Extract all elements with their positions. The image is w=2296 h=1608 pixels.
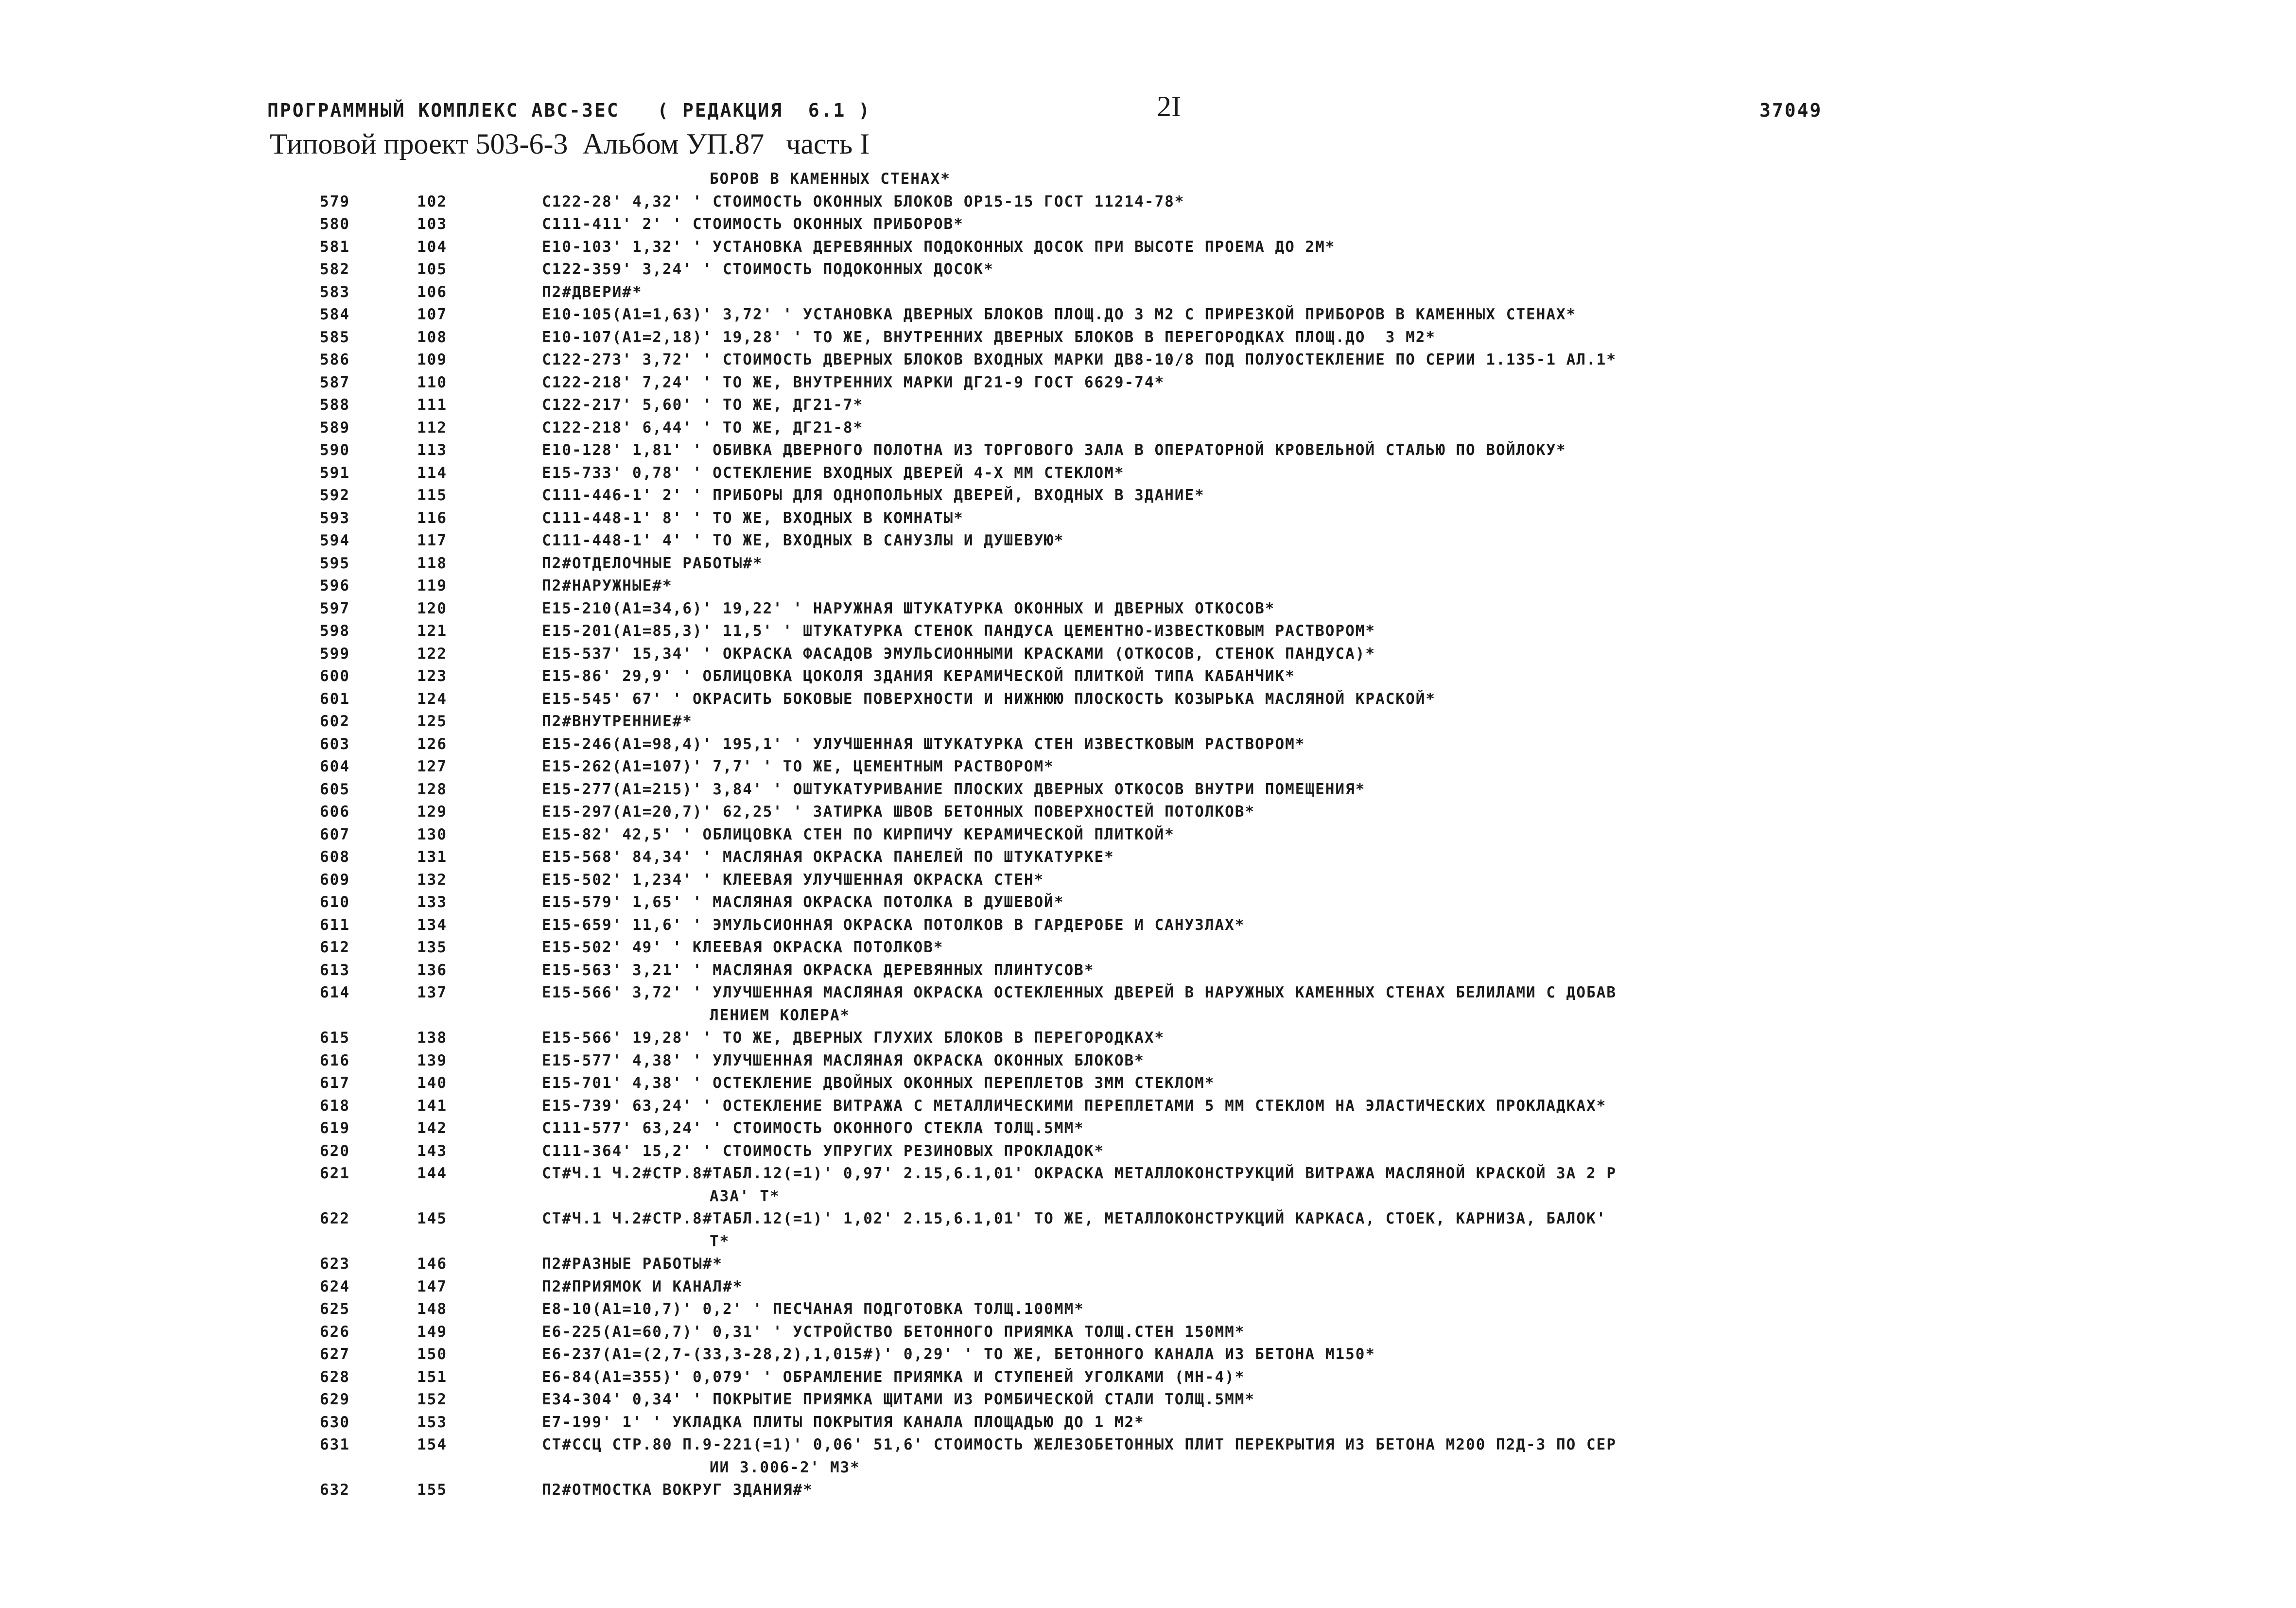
- listing-row: [0, 1253, 2296, 1276]
- item-number: 143: [417, 1142, 447, 1160]
- item-text: Е15-563' 3,21' ' МАСЛЯНАЯ ОКРАСКА ДЕРЕВЯННЫХ ПЛИНТУСОВ*: [542, 961, 1095, 979]
- listing-row: [0, 936, 2296, 959]
- line-number: 587: [320, 373, 350, 391]
- item-text: Е15-659' 11,6' ' ЭМУЛЬСИОННАЯ ОКРАСКА ПОТОЛКОВ В ГАРДЕРОБЕ И САНУЗЛАХ*: [542, 916, 1245, 934]
- item-number: 131: [417, 848, 447, 866]
- item-number: 142: [417, 1119, 447, 1137]
- item-text: Е15-246(А1=98,4)' 195,1' ' УЛУЧШЕННАЯ ШТУКАТУРКА СТЕН ИЗВЕСТКОВЫМ РАСТВОРОМ*: [542, 735, 1305, 753]
- item-text: Е15-733' 0,78' ' ОСТЕКЛЕНИЕ ВХОДНЫХ ДВЕРЕЙ 4-Х ММ СТЕКЛОМ*: [542, 464, 1125, 482]
- line-number: 624: [320, 1277, 350, 1295]
- listing-row: [0, 439, 2296, 462]
- item-text: Е15-82' 42,5' ' ОБЛИЦОВКА СТЕН ПО КИРПИЧУ КЕРАМИЧЕСКОЙ ПЛИТКОЙ*: [542, 825, 1175, 843]
- item-number: 110: [417, 373, 447, 391]
- item-number: 113: [417, 441, 447, 459]
- line-number: 581: [320, 238, 350, 256]
- item-number: 119: [417, 577, 447, 594]
- item-number: 154: [417, 1436, 447, 1453]
- item-number: 153: [417, 1413, 447, 1431]
- listing-continuation-row: [0, 1230, 2296, 1253]
- item-text: С111-577' 63,24' ' СТОИМОСТЬ ОКОННОГО СТЕКЛА ТОЛЩ.5ММ*: [542, 1119, 1084, 1137]
- listing-row: [0, 1207, 2296, 1230]
- item-text: С122-217' 5,60' ' ТО ЖЕ, ДГ21-7*: [542, 396, 864, 414]
- listing-row: [0, 981, 2296, 1004]
- line-number: 594: [320, 532, 350, 549]
- line-number: 600: [320, 667, 350, 685]
- line-number: 625: [320, 1300, 350, 1318]
- listing-row: [0, 552, 2296, 575]
- listing-row: [0, 1343, 2296, 1366]
- item-number: 149: [417, 1323, 447, 1341]
- item-text: Е15-277(А1=215)' 3,84' ' ОШТУКАТУРИВАНИЕ ПЛОСКИХ ДВЕРНЫХ ОТКОСОВ ВНУТРИ ПОМЕЩЕНИЯ*: [542, 780, 1366, 798]
- item-number: 141: [417, 1097, 447, 1115]
- item-text: П2#ОТМОСТКА ВОКРУГ ЗДАНИЯ#*: [542, 1481, 813, 1499]
- item-text: П2#ВНУТРЕННИЕ#*: [542, 713, 693, 730]
- line-number: 609: [320, 871, 350, 889]
- item-text: Е15-566' 19,28' ' ТО ЖЕ, ДВЕРНЫХ ГЛУХИХ БЛОКОВ В ПЕРЕГОРОДКАХ*: [542, 1029, 1165, 1047]
- item-text: Е34-304' 0,34' ' ПОКРЫТИЕ ПРИЯМКА ЩИТАМИ ИЗ РОМБИЧЕСКОЙ СТАЛИ ТОЛЩ.5ММ*: [542, 1391, 1255, 1408]
- item-text: БОРОВ В КАМЕННЫХ СТЕНАХ*: [710, 170, 951, 188]
- line-number: 584: [320, 306, 350, 323]
- listing-row: [0, 846, 2296, 869]
- item-number: 123: [417, 667, 447, 685]
- item-number: 112: [417, 419, 447, 437]
- line-number: 606: [320, 803, 350, 821]
- item-text: Е15-502' 49' ' КЛЕЕВАЯ ОКРАСКА ПОТОЛКОВ*: [542, 939, 944, 956]
- item-text: Е6-237(А1=(2,7-(33,3-28,2),1,015#)' 0,29' ' ТО ЖЕ, БЕТОННОГО КАНАЛА ИЗ БЕТОНА М150*: [542, 1346, 1376, 1363]
- item-text: Е15-577' 4,38' ' УЛУЧШЕННАЯ МАСЛЯНАЯ ОКРАСКА ОКОННЫХ БЛОКОВ*: [542, 1051, 1145, 1069]
- line-number: 612: [320, 939, 350, 956]
- item-text: Е6-84(А1=355)' 0,079' ' ОБРАМЛЕНИЕ ПРИЯМКА И СТУПЕНЕЙ УГОЛКАМИ (МН-4)*: [542, 1368, 1245, 1386]
- item-number: 132: [417, 871, 447, 889]
- line-number: 586: [320, 351, 350, 368]
- listing-continuation-row: [0, 1456, 2296, 1479]
- item-number: 124: [417, 690, 447, 708]
- listing-row: [0, 1321, 2296, 1344]
- item-text: Е8-10(А1=10,7)' 0,2' ' ПЕСЧАНАЯ ПОДГОТОВКА ТОЛЩ.100ММ*: [542, 1300, 1084, 1318]
- listing-row: [0, 281, 2296, 304]
- line-number: 580: [320, 215, 350, 233]
- line-number: 626: [320, 1323, 350, 1341]
- item-text: Е10-105(А1=1,63)' 3,72' ' УСТАНОВКА ДВЕРНЫХ БЛОКОВ ПЛОЩ.ДО 3 М2 С ПРИРЕЗКОЙ ПРИБОРОВ В КАМЕННЫХ СТЕНАХ*: [542, 306, 1577, 323]
- item-number: 104: [417, 238, 447, 256]
- line-number: 629: [320, 1391, 350, 1408]
- item-number: 136: [417, 961, 447, 979]
- line-number: 619: [320, 1119, 350, 1137]
- item-number: 147: [417, 1277, 447, 1295]
- item-number: 122: [417, 645, 447, 663]
- item-text: П2#НАРУЖНЫЕ#*: [542, 577, 673, 594]
- item-text: П2#ОТДЕЛОЧНЫЕ РАБОТЫ#*: [542, 554, 763, 572]
- item-number: 105: [417, 261, 447, 278]
- item-number: 145: [417, 1210, 447, 1227]
- line-number: 592: [320, 487, 350, 504]
- line-number: 579: [320, 192, 350, 210]
- line-number: 620: [320, 1142, 350, 1160]
- line-number: 614: [320, 984, 350, 1001]
- listing-row: [0, 1276, 2296, 1298]
- line-number: 604: [320, 758, 350, 775]
- line-number: 598: [320, 622, 350, 640]
- listing-row: [0, 303, 2296, 326]
- item-number: 144: [417, 1165, 447, 1182]
- item-text: Е15-739' 63,24' ' ОСТЕКЛЕНИЕ ВИТРАЖА С МЕТАЛЛИЧЕСКИМИ ПЕРЕПЛЕТАМИ 5 ММ СТЕКЛОМ НА ЭЛАСТИЧЕСКИХ ПРОКЛАДКАХ*: [542, 1097, 1607, 1115]
- listing-row: [0, 1095, 2296, 1118]
- listing-row: [0, 417, 2296, 439]
- line-number: 607: [320, 825, 350, 843]
- line-number: 597: [320, 599, 350, 617]
- listing-row: [0, 1411, 2296, 1434]
- item-number: 107: [417, 306, 447, 323]
- item-number: 116: [417, 509, 447, 527]
- item-text: ИИ 3.006-2' М3*: [710, 1458, 860, 1476]
- item-number: 118: [417, 554, 447, 572]
- listing-row: [0, 1366, 2296, 1389]
- item-text: Е15-297(А1=20,7)' 62,25' ' ЗАТИРКА ШВОВ БЕТОННЫХ ПОВЕРХНОСТЕЙ ПОТОЛКОВ*: [542, 803, 1255, 821]
- listing-row: [0, 914, 2296, 937]
- line-number: 593: [320, 509, 350, 527]
- item-text: Е15-201(А1=85,3)' 11,5' ' ШТУКАТУРКА СТЕНОК ПАНДУСА ЦЕМЕНТНО-ИЗВЕСТКОВЫМ РАСТВОРОМ*: [542, 622, 1376, 640]
- item-number: 134: [417, 916, 447, 934]
- document-code: 37049: [1759, 100, 1823, 121]
- item-number: 108: [417, 328, 447, 346]
- item-number: 140: [417, 1074, 447, 1092]
- item-number: 111: [417, 396, 447, 414]
- listing-row: [0, 575, 2296, 597]
- line-number: 603: [320, 735, 350, 753]
- listing-row: [0, 823, 2296, 846]
- line-number: 585: [320, 328, 350, 346]
- listing-row: [0, 1433, 2296, 1456]
- item-text: Е15-545' 67' ' ОКРАСИТЬ БОКОВЫЕ ПОВЕРХНОСТИ И НИЖНЮЮ ПЛОСКОСТЬ КОЗЫРЬКА МАСЛЯНОЙ КРАСКОЙ*: [542, 690, 1436, 708]
- estimate-listing: [0, 168, 2296, 1502]
- listing-row: [0, 755, 2296, 778]
- listing-row: [0, 959, 2296, 982]
- item-text: С111-411' 2' ' СТОИМОСТЬ ОКОННЫХ ПРИБОРОВ*: [542, 215, 964, 233]
- listing-row: [0, 597, 2296, 620]
- line-number: 596: [320, 577, 350, 594]
- listing-row: [0, 371, 2296, 394]
- item-number: 138: [417, 1029, 447, 1047]
- program-header: ПРОГРАММНЫЙ КОМПЛЕКС АВС-3ЕС ( РЕДАКЦИЯ 6.1 ): [267, 100, 871, 121]
- item-number: 102: [417, 192, 447, 210]
- listing-row: [0, 1162, 2296, 1185]
- listing-row: [0, 462, 2296, 485]
- line-number: 618: [320, 1097, 350, 1115]
- listing-row: [0, 191, 2296, 213]
- item-text: Е10-107(А1=2,18)' 19,28' ' ТО ЖЕ, ВНУТРЕННИХ ДВЕРНЫХ БЛОКОВ В ПЕРЕГОРОДКАХ ПЛОЩ.ДО 3 М2*: [542, 328, 1436, 346]
- listing-row: [0, 236, 2296, 259]
- line-number: 630: [320, 1413, 350, 1431]
- listing-row: [0, 710, 2296, 733]
- item-text: Т*: [710, 1232, 730, 1250]
- listing-row: [0, 643, 2296, 665]
- item-number: 114: [417, 464, 447, 482]
- line-number: 623: [320, 1255, 350, 1273]
- item-number: 151: [417, 1368, 447, 1386]
- listing-row: [0, 1388, 2296, 1411]
- line-number: 591: [320, 464, 350, 482]
- listing-row: [0, 507, 2296, 530]
- listing-row: [0, 349, 2296, 371]
- item-text: ЛЕНИЕМ КОЛЕРА*: [710, 1006, 851, 1024]
- listing-row: [0, 1298, 2296, 1321]
- listing-row: [0, 394, 2296, 417]
- item-number: 129: [417, 803, 447, 821]
- item-number: 127: [417, 758, 447, 775]
- item-number: 115: [417, 487, 447, 504]
- listing-row: [0, 778, 2296, 801]
- listing-row: [0, 869, 2296, 891]
- item-number: 135: [417, 939, 447, 956]
- item-text: Е7-199' 1' ' УКЛАДКА ПЛИТЫ ПОКРЫТИЯ КАНАЛА ПЛОЩАДЬЮ ДО 1 М2*: [542, 1413, 1145, 1431]
- line-number: 631: [320, 1436, 350, 1453]
- listing-row: [0, 1140, 2296, 1163]
- item-number: 125: [417, 713, 447, 730]
- item-number: 152: [417, 1391, 447, 1408]
- item-number: 120: [417, 599, 447, 617]
- item-text: Е15-566' 3,72' ' УЛУЧШЕННАЯ МАСЛЯНАЯ ОКРАСКА ОСТЕКЛЕННЫХ ДВЕРЕЙ В НАРУЖНЫХ КАМЕННЫХ СТЕНАХ БЕЛИЛАМИ С ДОБАВ: [542, 984, 1617, 1001]
- line-number: 590: [320, 441, 350, 459]
- item-text: Е15-701' 4,38' ' ОСТЕКЛЕНИЕ ДВОЙНЫХ ОКОННЫХ ПЕРЕПЛЕТОВ 3ММ СТЕКЛОМ*: [542, 1074, 1215, 1092]
- listing-row: [0, 213, 2296, 236]
- listing-continuation-row: [0, 1004, 2296, 1027]
- item-text: С122-28' 4,32' ' СТОИМОСТЬ ОКОННЫХ БЛОКОВ ОР15-15 ГОСТ 11214-78*: [542, 192, 1185, 210]
- item-text: П2#ДВЕРИ#*: [542, 283, 643, 301]
- item-text: Е15-537' 15,34' ' ОКРАСКА ФАСАДОВ ЭМУЛЬСИОННЫМИ КРАСКАМИ (ОТКОСОВ, СТЕНОК ПАНДУСА)*: [542, 645, 1376, 663]
- item-text: С111-364' 15,2' ' СТОИМОСТЬ УПРУГИХ РЕЗИНОВЫХ ПРОКЛАДОК*: [542, 1142, 1105, 1160]
- listing-continuation-row: [0, 168, 2296, 191]
- line-number: 610: [320, 893, 350, 911]
- line-number: 608: [320, 848, 350, 866]
- item-text: АЗА' Т*: [710, 1187, 780, 1205]
- line-number: 583: [320, 283, 350, 301]
- item-number: 150: [417, 1346, 447, 1363]
- listing-row: [0, 620, 2296, 643]
- item-text: Е15-262(А1=107)' 7,7' ' ТО ЖЕ, ЦЕМЕНТНЫМ РАСТВОРОМ*: [542, 758, 1054, 775]
- item-number: 130: [417, 825, 447, 843]
- line-number: 595: [320, 554, 350, 572]
- line-number: 611: [320, 916, 350, 934]
- item-text: С122-218' 6,44' ' ТО ЖЕ, ДГ21-8*: [542, 419, 864, 437]
- line-number: 613: [320, 961, 350, 979]
- line-number: 582: [320, 261, 350, 278]
- item-number: 133: [417, 893, 447, 911]
- listing-row: [0, 1479, 2296, 1502]
- item-number: 137: [417, 984, 447, 1001]
- item-number: 155: [417, 1481, 447, 1499]
- item-number: 103: [417, 215, 447, 233]
- item-text: С111-448-1' 4' ' ТО ЖЕ, ВХОДНЫХ В САНУЗЛЫ И ДУШЕВУЮ*: [542, 532, 1064, 549]
- item-text: С111-446-1' 2' ' ПРИБОРЫ ДЛЯ ОДНОПОЛЬНЫХ ДВЕРЕЙ, ВХОДНЫХ В ЗДАНИЕ*: [542, 487, 1205, 504]
- item-text: Е6-225(А1=60,7)' 0,31' ' УСТРОЙСТВО БЕТОННОГО ПРИЯМКА ТОЛЩ.СТЕН 150ММ*: [542, 1323, 1245, 1341]
- line-number: 615: [320, 1029, 350, 1047]
- item-number: 121: [417, 622, 447, 640]
- listing-row: [0, 891, 2296, 914]
- listing-row: [0, 326, 2296, 349]
- line-number: 588: [320, 396, 350, 414]
- item-text: СТ#Ч.1 Ч.2#СТР.8#ТАБЛ.12(=1)' 1,02' 2.15,6.1,01' ТО ЖЕ, МЕТАЛЛОКОНСТРУКЦИЙ КАРКАСА, СТОЕК, КАРНИЗА, БАЛОК': [542, 1210, 1607, 1227]
- item-text: П2#ПРИЯМОК И КАНАЛ#*: [542, 1277, 743, 1295]
- item-number: 146: [417, 1255, 447, 1273]
- item-text: Е15-86' 29,9' ' ОБЛИЦОВКА ЦОКОЛЯ ЗДАНИЯ КЕРАМИЧЕСКОЙ ПЛИТКОЙ ТИПА КАБАНЧИК*: [542, 667, 1295, 685]
- listing-row: [0, 1027, 2296, 1049]
- listing-row: [0, 1072, 2296, 1095]
- item-number: 117: [417, 532, 447, 549]
- line-number: 628: [320, 1368, 350, 1386]
- listing-continuation-row: [0, 1185, 2296, 1208]
- item-number: 139: [417, 1051, 447, 1069]
- listing-row: [0, 258, 2296, 281]
- line-number: 617: [320, 1074, 350, 1092]
- line-number: 599: [320, 645, 350, 663]
- line-number: 632: [320, 1481, 350, 1499]
- listing-row: [0, 1049, 2296, 1072]
- page-number: 2I: [1157, 90, 1181, 122]
- listing-row: [0, 733, 2296, 756]
- line-number: 605: [320, 780, 350, 798]
- listing-row: [0, 529, 2296, 552]
- line-number: 601: [320, 690, 350, 708]
- item-text: Е15-210(А1=34,6)' 19,22' ' НАРУЖНАЯ ШТУКАТУРКА ОКОННЫХ И ДВЕРНЫХ ОТКОСОВ*: [542, 599, 1275, 617]
- line-number: 616: [320, 1051, 350, 1069]
- item-text: Е15-502' 1,234' ' КЛЕЕВАЯ УЛУЧШЕННАЯ ОКРАСКА СТЕН*: [542, 871, 1044, 889]
- listing-row: [0, 665, 2296, 688]
- item-text: С122-359' 3,24' ' СТОИМОСТЬ ПОДОКОННЫХ ДОСОК*: [542, 261, 994, 278]
- item-number: 126: [417, 735, 447, 753]
- item-text: С122-218' 7,24' ' ТО ЖЕ, ВНУТРЕННИХ МАРКИ ДГ21-9 ГОСТ 6629-74*: [542, 373, 1165, 391]
- item-text: С111-448-1' 8' ' ТО ЖЕ, ВХОДНЫХ В КОМНАТЫ*: [542, 509, 964, 527]
- item-text: СТ#ССЦ СТР.80 П.9-221(=1)' 0,06' 51,6' СТОИМОСТЬ ЖЕЛЕЗОБЕТОННЫХ ПЛИТ ПЕРЕКРЫТИЯ ИЗ БЕТОНА М200 П2Д-3 ПО СЕР: [542, 1436, 1617, 1453]
- item-number: 106: [417, 283, 447, 301]
- item-text: С122-273' 3,72' ' СТОИМОСТЬ ДВЕРНЫХ БЛОКОВ ВХОДНЫХ МАРКИ ДВ8-10/8 ПОД ПОЛУОСТЕКЛЕНИЕ ПО СЕРИИ 1.135-1 АЛ.1*: [542, 351, 1617, 368]
- listing-row: [0, 688, 2296, 711]
- item-number: 148: [417, 1300, 447, 1318]
- project-title: Типовой проект 503-6-3 Альбом УП.87 часть I: [270, 128, 870, 160]
- line-number: 602: [320, 713, 350, 730]
- line-number: 621: [320, 1165, 350, 1182]
- item-text: Е10-128' 1,81' ' ОБИВКА ДВЕРНОГО ПОЛОТНА ИЗ ТОРГОВОГО ЗАЛА В ОПЕРАТОРНОЙ КРОВЕЛЬНОЙ СТАЛЬЮ ПО ВОЙЛОКУ*: [542, 441, 1566, 459]
- listing-row: [0, 801, 2296, 823]
- line-number: 627: [320, 1346, 350, 1363]
- item-text: СТ#Ч.1 Ч.2#СТР.8#ТАБЛ.12(=1)' 0,97' 2.15,6.1,01' ОКРАСКА МЕТАЛЛОКОНСТРУКЦИЙ ВИТРАЖА МАСЛЯНОЙ КРАСКОЙ ЗА 2 Р: [542, 1165, 1617, 1182]
- item-text: П2#РАЗНЫЕ РАБОТЫ#*: [542, 1255, 723, 1273]
- line-number: 589: [320, 419, 350, 437]
- listing-row: [0, 484, 2296, 507]
- item-number: 128: [417, 780, 447, 798]
- listing-row: [0, 1117, 2296, 1140]
- item-number: 109: [417, 351, 447, 368]
- item-text: Е15-579' 1,65' ' МАСЛЯНАЯ ОКРАСКА ПОТОЛКА В ДУШЕВОЙ*: [542, 893, 1064, 911]
- line-number: 622: [320, 1210, 350, 1227]
- item-text: Е15-568' 84,34' ' МАСЛЯНАЯ ОКРАСКА ПАНЕЛЕЙ ПО ШТУКАТУРКЕ*: [542, 848, 1114, 866]
- item-text: Е10-103' 1,32' ' УСТАНОВКА ДЕРЕВЯННЫХ ПОДОКОННЫХ ДОСОК ПРИ ВЫСОТЕ ПРОЕМА ДО 2М*: [542, 238, 1336, 256]
